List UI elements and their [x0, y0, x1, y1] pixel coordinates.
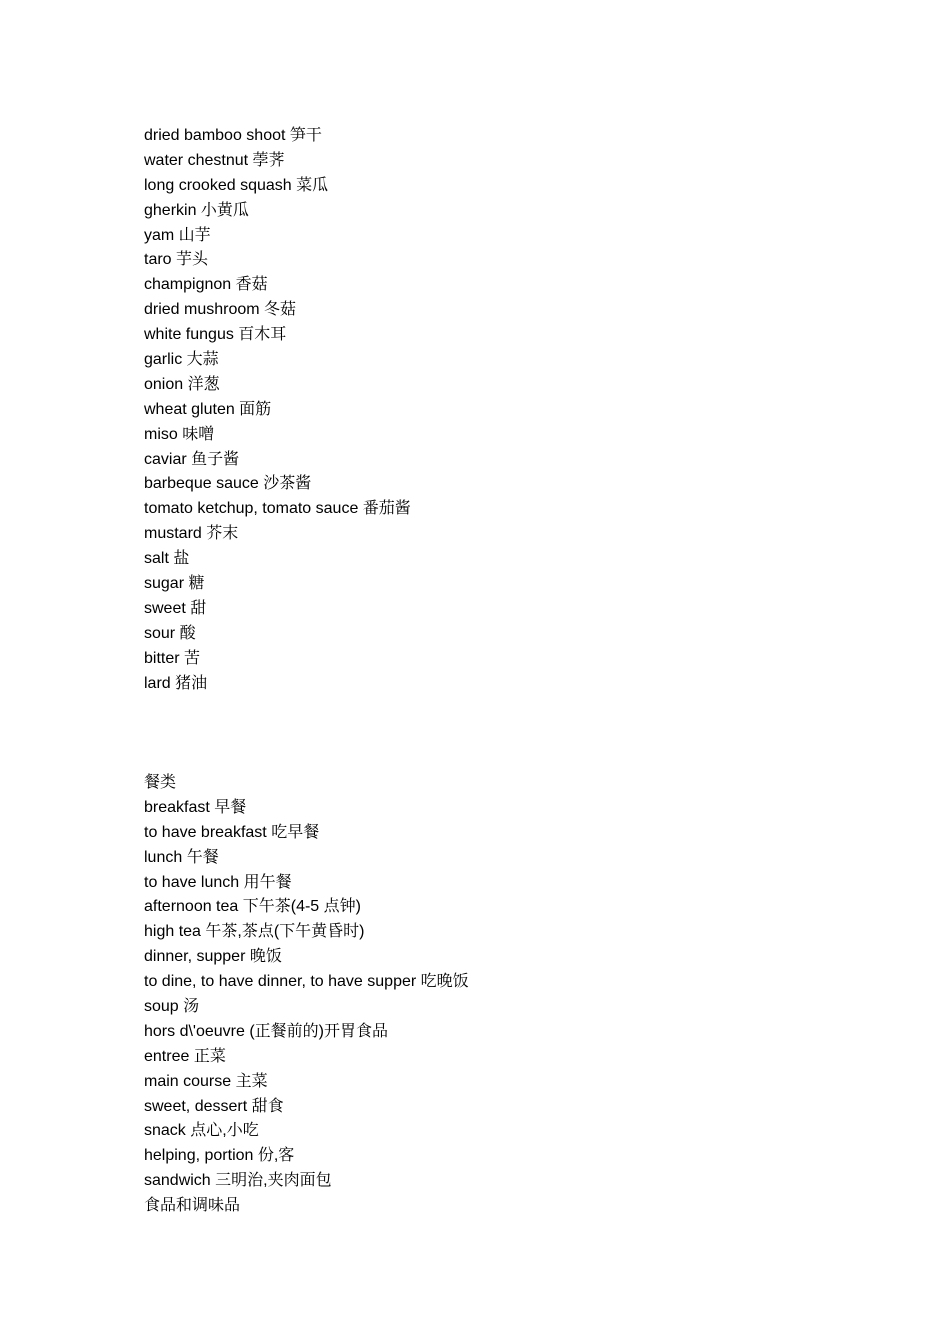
vocab-line: dinner, supper 晚饭	[144, 948, 282, 966]
vocab-line: to have breakfast 吃早餐	[144, 823, 320, 841]
vocab-line: sweet, dessert 甜食	[144, 1097, 284, 1115]
vocab-line: lunch 午餐	[144, 848, 219, 866]
section-heading-foods: 食品和调味品	[144, 1197, 241, 1215]
vocab-line: garlic 大蒜	[144, 351, 219, 369]
section-heading-meals: 餐类	[144, 774, 177, 791]
vocab-line: afternoon tea 下午茶(4-5 点钟)	[144, 898, 361, 916]
vocab-line: to dine, to have dinner, to have supper 吃晚饭	[144, 973, 469, 991]
vocab-line: sweet 甜	[144, 599, 207, 617]
vocab-line: sour 酸	[144, 624, 196, 642]
vocab-line: tomato ketchup, tomato sauce 番茄酱	[144, 500, 411, 518]
vocab-line: long crooked squash 菜瓜	[144, 176, 329, 194]
vocab-line: water chestnut 荸荠	[144, 151, 285, 169]
vocab-line: snack 点心,小吃	[144, 1122, 259, 1140]
vocab-line: dried mushroom 冬菇	[144, 301, 297, 319]
vocab-line: miso 味噌	[144, 425, 215, 443]
vocab-line: high tea 午茶,茶点(下午黄昏时)	[144, 923, 365, 941]
vocab-line: entree 正菜	[144, 1047, 226, 1065]
vocab-line: mustard 芥末	[144, 525, 239, 543]
vocab-line: hors d\'oeuvre (正餐前的)开胃食品	[144, 1022, 388, 1040]
vocabulary-list-meals	[144, 771, 469, 1219]
vocab-line: gherkin 小黄瓜	[144, 201, 249, 219]
vocab-line: bitter 苦	[144, 649, 201, 667]
vocab-line: wheat gluten 面筋	[144, 400, 272, 418]
vocab-line: taro 芋头	[144, 251, 209, 269]
vocab-line: sandwich 三明治,夹肉面包	[144, 1172, 332, 1190]
vocab-line: main course 主菜	[144, 1072, 268, 1090]
vocab-line: salt 盐	[144, 550, 190, 568]
vocab-line: yam 山芋	[144, 226, 211, 244]
vocab-line: champignon 香菇	[144, 276, 268, 294]
vocab-line: caviar 鱼子酱	[144, 450, 240, 468]
vocab-line: barbeque sauce 沙茶酱	[144, 475, 312, 493]
vocab-line: lard 猪油	[144, 674, 208, 692]
vocab-line: white fungus 百木耳	[144, 326, 287, 344]
vocab-line: dried bamboo shoot 笋干	[144, 127, 322, 144]
vocab-line: to have lunch 用午餐	[144, 873, 292, 891]
vocab-line: onion 洋葱	[144, 375, 220, 393]
vocab-line: breakfast 早餐	[144, 798, 247, 816]
vocabulary-list-ingredients	[144, 124, 411, 696]
vocab-line: soup 汤	[144, 998, 200, 1016]
vocab-line: sugar 糖	[144, 575, 205, 593]
vocab-line: helping, portion 份,客	[144, 1147, 295, 1165]
